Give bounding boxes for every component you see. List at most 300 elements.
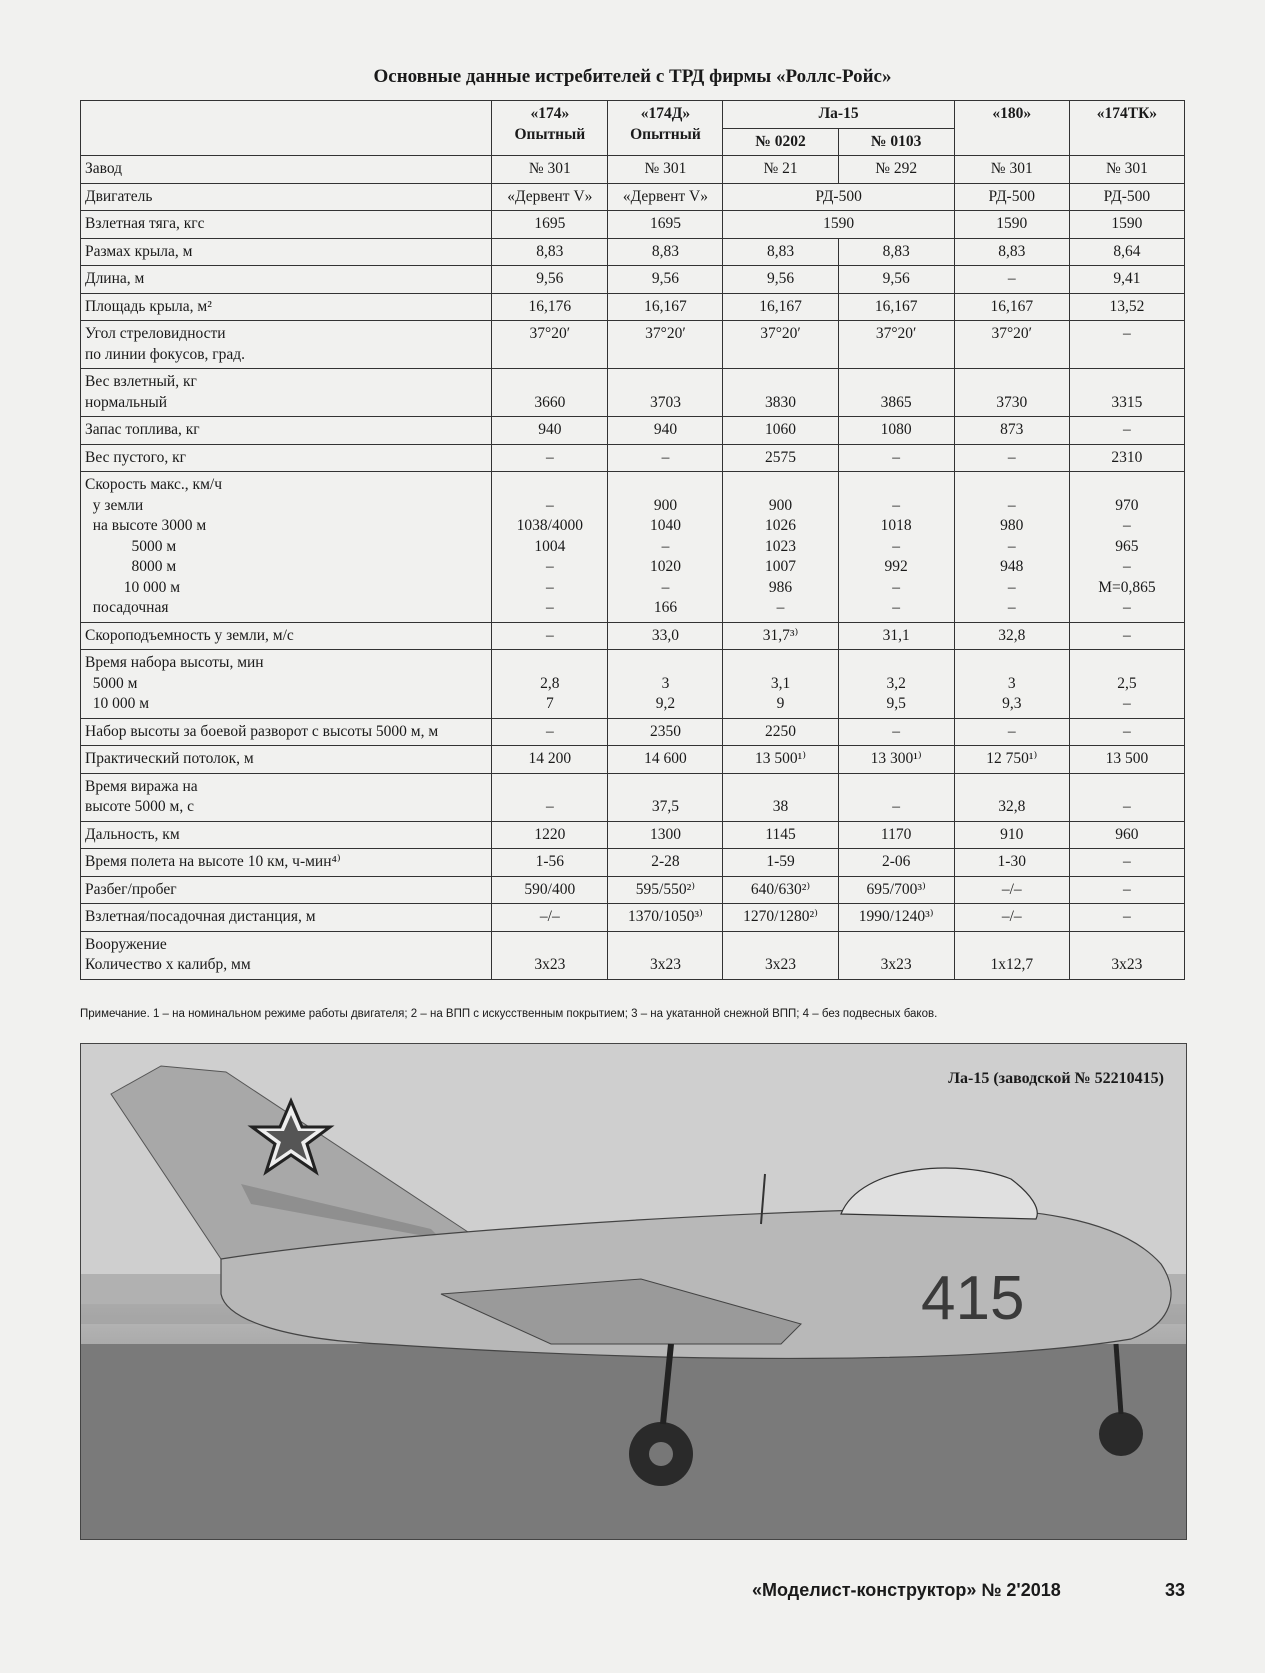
table-cell [954,183,1069,211]
table-cell [608,622,723,650]
cell-value: 1170 [880,825,912,843]
table-cell [492,417,608,445]
table-row [81,876,1185,904]
table-cell [608,904,723,932]
table-cell [608,266,723,294]
row-label-line: посадочная [85,599,169,616]
cell-value: 960 [1115,825,1139,843]
cell-value: 992 [884,558,908,575]
cell-value: 1007 [765,558,797,575]
table-cell [1069,821,1184,849]
table-cell [492,876,608,904]
cell-value [727,653,833,674]
table-cell [954,369,1069,417]
cell-value: 1-56 [535,853,565,870]
table-cell [838,931,954,979]
cell-value: 16,167 [874,297,918,315]
cell-value: M=0,865 [1098,578,1156,596]
cell-value: 1590 [823,215,855,232]
cell-value [612,475,718,496]
cell-value: –/– [539,908,560,925]
table-cell [838,746,954,774]
table-cell [723,369,838,417]
table-row [81,417,1185,445]
row-label [81,369,492,417]
cell-value: 1300 [649,825,681,843]
row-label-line: Дальность, км [85,825,180,843]
table-row [81,472,1185,623]
cell-value: 14 200 [528,750,572,767]
cell-value: – [545,558,554,575]
cell-value: № 21 [763,160,798,177]
cell-value: – [1123,517,1131,534]
cell-value: 8,83 [882,242,910,260]
row-label [81,746,492,774]
table-cell [838,876,954,904]
cell-value: 2575 [765,448,797,466]
table-cell [723,718,838,746]
cell-value: 1590 [996,215,1028,232]
cell-value: 9,3 [1002,695,1022,712]
cell-value: 33,0 [651,626,679,644]
cell-value: – [1123,695,1131,712]
row-label [81,650,492,719]
cell-value: – [776,599,785,616]
row-label [81,321,492,369]
cell-value: – [1123,798,1131,815]
cell-value: 3830 [765,393,797,411]
cell-value: РД-500 [1103,187,1151,205]
cell-value: 1590 [1111,215,1143,232]
table-cell [1069,746,1184,774]
table-cell [1069,622,1184,650]
cell-value: 1023 [765,537,797,555]
table-row [81,211,1185,239]
table-cell [838,266,954,294]
table-row [81,156,1185,184]
row-label-line: на высоте 3000 м [85,517,207,534]
cell-value: 37,5 [651,798,679,815]
cell-value: – [1007,270,1016,287]
cell-value: 9,56 [651,270,679,287]
table-cell [1069,773,1184,821]
cell-value: 3660 [534,393,566,411]
cell-value: 8,64 [1113,242,1141,260]
cell-value: 3 [661,674,670,692]
cell-value: 1990/1240³⁾ [858,908,934,925]
table-cell [954,876,1069,904]
table-cell [492,849,608,877]
table-row [81,718,1185,746]
cell-value [496,475,603,496]
col-180: «180» [954,101,1069,156]
table-cell [723,746,838,774]
table-cell [954,718,1069,746]
row-label-line: Разбег/пробег [85,880,177,898]
table-cell [1069,876,1184,904]
table-row [81,773,1185,821]
cell-value: 1020 [649,558,681,575]
cell-value: № 301 [1105,160,1148,177]
table-cell [492,211,608,239]
row-label-line: Завод [85,160,123,177]
table-cell [838,321,954,369]
cell-value: 2250 [765,722,797,740]
table-cell [492,650,608,719]
cell-value: – [1123,325,1131,342]
table-cell [1069,293,1184,321]
table-row [81,183,1185,211]
table-cell [838,849,954,877]
cell-value: 13 500¹⁾ [754,750,807,767]
cell-value: 13,52 [1109,297,1145,315]
cell-value: – [545,798,554,815]
cell-value: 940 [538,421,562,438]
table-cell [954,444,1069,472]
table-cell [838,650,954,719]
col-la15-0202: № 0202 [723,128,838,156]
table-cell [1069,183,1184,211]
table-cell [608,183,723,211]
cell-value: 13 500 [1105,750,1149,767]
cell-value: – [892,599,901,616]
table-cell [954,211,1069,239]
cell-value: 37°20′ [529,325,571,342]
row-label-line: 5000 м [85,674,138,692]
table-cell [492,472,608,623]
table-row [81,321,1185,369]
table-cell [954,156,1069,184]
cell-value: 16,167 [990,297,1034,315]
cell-value: – [545,626,554,644]
row-label [81,156,492,184]
cell-value: 1695 [534,215,566,232]
row-label-line: Скороподъемность у земли, м/с [85,626,294,644]
cell-value: – [1123,599,1131,616]
cell-value: 3,1 [770,674,791,692]
cell-value: 2350 [649,722,681,740]
table-row [81,904,1185,932]
table-cell [838,369,954,417]
cell-value: 3x23 [1111,956,1143,973]
table-cell [608,773,723,821]
cell-value: 37°20′ [875,325,917,342]
table-cell [838,718,954,746]
cell-value: 32,8 [998,626,1026,644]
cell-value: 2-06 [881,853,911,870]
table-cell [608,931,723,979]
table-cell [1069,650,1184,719]
table-cell [954,266,1069,294]
cell-value: 8,83 [651,242,679,260]
cell-value: 16,167 [644,297,687,315]
cell-value: 970 [1115,496,1139,514]
cell-value: 1038/4000 [516,517,583,534]
row-label [81,773,492,821]
header-empty [81,101,492,156]
table-cell [954,773,1069,821]
table-cell [723,650,838,719]
table-note: Примечание. 1 – на номинальном режиме работы двигателя; 2 – на ВПП с искусственным покрытием; 3 – на укатанной снежной ВПП; 4 – без подвесных баков. [80,1008,938,1020]
table-cell [954,746,1069,774]
cell-value: – [892,496,901,514]
cell-value: – [892,448,901,466]
cell-value [959,475,1065,496]
table-cell [723,904,838,932]
row-label-line: Взлетная/посадочная дистанция, м [85,908,316,925]
table-cell [1069,444,1184,472]
table-cell [608,293,723,321]
table-cell [1069,472,1184,623]
specs-table [80,100,1185,980]
cell-value: 980 [1000,517,1024,534]
row-label [81,293,492,321]
row-label-line: Длина, м [85,270,145,287]
cell-value: 38 [772,798,789,815]
cell-value: 1-59 [766,853,795,870]
table-cell [838,773,954,821]
cell-value: № 292 [875,160,918,177]
cell-value: 1695 [649,215,681,232]
row-label-line: 5000 м [85,537,177,555]
cell-value: 2,8 [540,674,560,692]
table-row [81,238,1185,266]
row-label-line: Время набора высоты, мин [85,654,264,671]
table-cell [723,417,838,445]
cell-value: – [1007,496,1016,514]
table-row [81,931,1185,979]
table-cell [1069,849,1184,877]
cell-value: 986 [768,578,793,596]
table-cell [1069,238,1184,266]
table-cell [608,718,723,746]
row-label-line: Практический потолок, м [85,750,254,767]
cell-value: № 301 [528,160,571,177]
cell-value: 2,5 [1117,674,1137,692]
cell-value: 3x23 [765,956,797,973]
table-cell [723,211,954,239]
cell-value: РД-500 [815,187,862,205]
table-cell [608,417,723,445]
row-label-line: по линии фокусов, град. [85,345,246,363]
cell-value [959,653,1065,674]
cell-value: 873 [1000,421,1024,438]
cell-value: 9,5 [886,695,906,712]
cell-value: – [1123,908,1131,925]
cell-value: 14 600 [644,750,687,767]
table-cell [492,156,608,184]
table-cell [492,622,608,650]
table-cell [723,472,838,623]
cell-value: – [1123,626,1131,644]
table-cell [492,718,608,746]
cell-value: – [1123,722,1131,740]
row-label [81,849,492,877]
cell-value: 7 [545,695,554,712]
table-row [81,369,1185,417]
cell-value: 1-30 [997,853,1026,870]
cell-value: 16,167 [759,297,802,315]
cell-value: 32,8 [998,798,1026,815]
cell-value: – [892,722,901,740]
cell-value: 948 [1000,558,1024,575]
cell-value: 166 [653,599,678,616]
table-cell [723,238,838,266]
table-cell [954,293,1069,321]
cell-value: 31,1 [882,626,910,644]
table-cell [608,821,723,849]
table-cell [838,904,954,932]
table-cell [838,622,954,650]
cell-value: «Дервент V» [622,187,708,205]
cell-value [1074,475,1180,496]
table-cell [1069,417,1184,445]
table-cell [838,444,954,472]
row-label-line: Запас топлива, кг [85,421,200,438]
table-cell [723,931,838,979]
row-label [81,238,492,266]
cell-value: № 301 [990,160,1033,177]
cell-value: – [661,578,670,596]
table-cell [838,293,954,321]
row-label-line: Размах крыла, м [85,242,193,260]
cell-value: – [1007,448,1016,466]
table-cell [838,472,954,623]
table-cell [608,650,723,719]
table-cell [608,321,723,369]
table-row [81,650,1185,719]
col-la15: Ла-15 [723,101,954,129]
table-cell [723,773,838,821]
table-cell [492,321,608,369]
table-cell [492,931,608,979]
cell-value: 31,7³⁾ [762,626,799,644]
table-cell [1069,156,1184,184]
cell-value: – [1123,558,1131,575]
table-cell [1069,718,1184,746]
cell-value: 3315 [1111,393,1143,411]
table-row [81,622,1185,650]
row-label-line: высоте 5000 м, с [85,798,194,815]
aircraft-number: 415 [921,1264,1025,1333]
table-title: Основные данные истребителей с ТРД фирмы «Роллс-Ройс» [373,66,892,87]
table-cell [954,650,1069,719]
table-row [81,849,1185,877]
cell-value: 1026 [765,517,797,534]
cell-value: – [1007,599,1016,616]
cell-value: 9,41 [1113,270,1141,287]
row-label-line: 10 000 м [85,578,181,596]
row-label-line: Площадь крыла, м² [85,297,212,315]
col-174d: «174Д» Опытный [608,101,723,156]
table-cell [492,369,608,417]
row-label-line: Время полета на высоте 10 км, ч-мин⁴⁾ [85,853,341,870]
cell-value: – [1007,578,1016,596]
table-cell [1069,931,1184,979]
table-cell [954,622,1069,650]
cell-value: 3x23 [649,956,681,973]
cell-value: 3,2 [886,674,906,692]
cell-value: – [1007,722,1016,740]
table-cell [954,849,1069,877]
cell-value: – [1123,880,1131,898]
cell-value [843,653,950,674]
table-cell [492,444,608,472]
cell-value: – [892,537,901,555]
col-la15-0103: № 0103 [838,128,954,156]
table-cell [492,904,608,932]
cell-value: 12 750¹⁾ [986,750,1038,767]
table-cell [838,417,954,445]
table-cell [1069,211,1184,239]
row-label-line: Двигатель [85,187,153,205]
cell-value: 16,176 [528,297,572,315]
table-cell [1069,904,1184,932]
cell-value: «Дервент V» [507,187,593,205]
aircraft-photo [80,1043,1187,1540]
row-label-line: Вес пустого, кг [85,448,186,466]
cell-value: 9 [776,695,785,712]
cell-value: 695/700³⁾ [866,880,926,898]
table-cell [954,472,1069,623]
table-cell [492,238,608,266]
cell-value: 3 [1007,674,1016,692]
table-cell [954,931,1069,979]
table-cell [608,444,723,472]
table-cell [723,444,838,472]
cell-value: – [1123,421,1131,438]
table-cell [954,904,1069,932]
cell-value: 9,56 [766,270,795,287]
cell-value: 590/400 [524,880,576,898]
cell-value: 1220 [534,825,566,843]
table-cell [608,849,723,877]
cell-value: 2310 [1111,448,1143,466]
table-cell [492,266,608,294]
cell-value: 3865 [880,393,912,411]
col-174tk: «174ТК» [1069,101,1184,156]
cell-value: 9,2 [655,695,676,712]
page-number: 33 [1165,1580,1186,1600]
row-label-line: у земли [85,496,144,514]
cell-value: № 301 [644,160,687,177]
table-cell [608,211,723,239]
cell-value: – [1123,853,1131,870]
row-label [81,417,492,445]
cell-value: 3x23 [534,956,566,973]
table-cell [1069,369,1184,417]
cell-value: 8,83 [998,242,1026,260]
cell-value: – [545,578,554,596]
row-label [81,821,492,849]
cell-value: 900 [653,496,678,514]
table-cell [492,746,608,774]
row-label-line: Угол стреловидности [85,325,226,342]
row-label [81,183,492,211]
photo-caption: Ла-15 (заводской № 52210415) [948,1070,1164,1087]
cell-value: – [545,496,554,514]
table-cell [608,369,723,417]
table-cell [838,821,954,849]
table-cell [954,238,1069,266]
table-cell [723,293,838,321]
magazine-title: «Моделист-конструктор» № 2'2018 [752,1580,1061,1600]
cell-value: 1004 [534,537,566,555]
cell-value: 1145 [765,825,796,843]
table-cell [723,849,838,877]
table-row [81,266,1185,294]
table-cell [1069,266,1184,294]
